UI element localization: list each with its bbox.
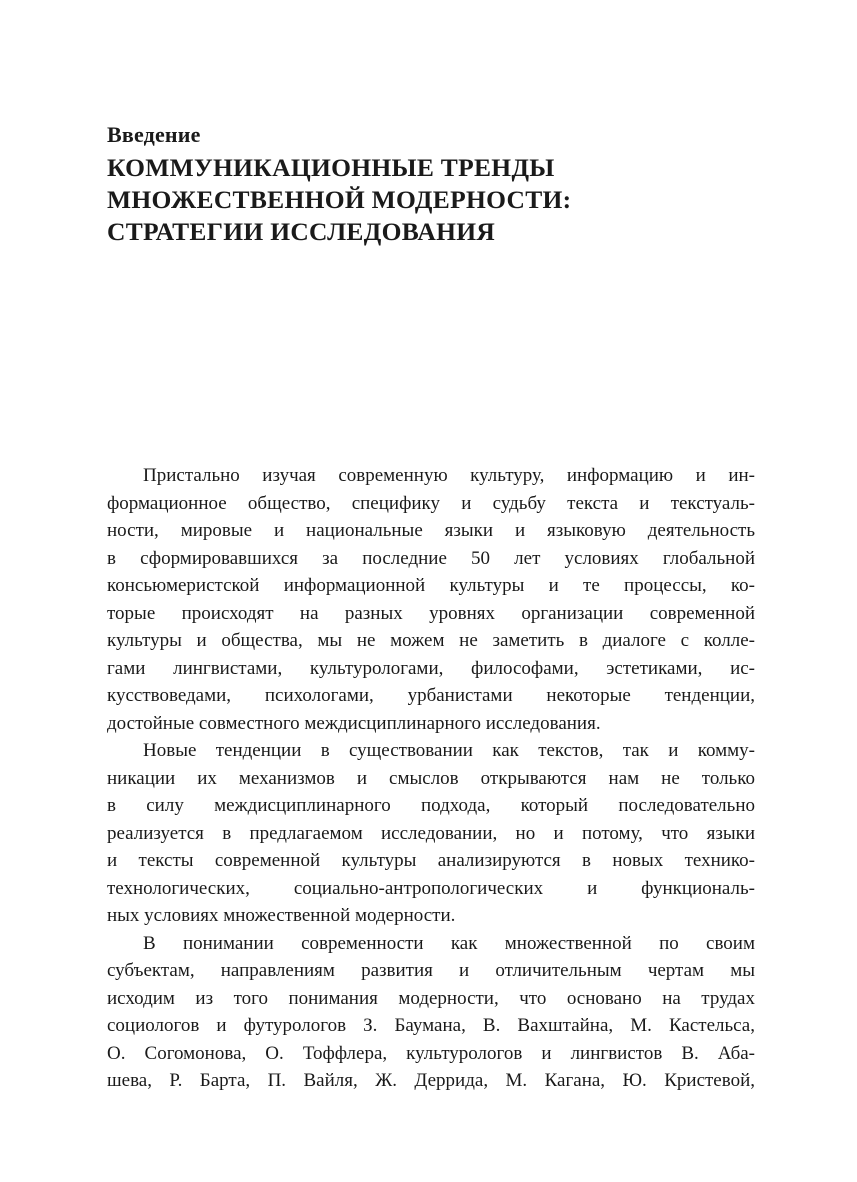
paragraph-1 — [107, 462, 755, 737]
text-line: социологов и футурологов З. Баумана, В. Вахштайна, М. Кастельса, — [107, 1015, 755, 1036]
text-line: реализуется в предлагаемом исследовании, но и потому, что языки — [107, 822, 755, 844]
text-line: достойные совместного междисциплинарного исследования. — [107, 712, 601, 734]
text-line: никации их механизмов и смыслов открываются нам не только — [107, 767, 755, 789]
text-line: О. Согомонова, О. Тоффлера, культурологов и лингвистов В. Аба- — [107, 1042, 755, 1064]
chapter-title — [107, 152, 747, 248]
paragraph-3 — [107, 930, 755, 1095]
text-line: шева, Р. Барта, П. Вайля, Ж. Деррида, М. Кагана, Ю. Кристевой, — [107, 1070, 755, 1091]
chapter-title-line: МНОЖЕСТВЕННОЙ МОДЕРНОСТИ: — [107, 185, 572, 214]
text-line: ных условиях множественной модерности. — [107, 905, 456, 926]
body-text — [107, 462, 755, 1095]
text-line: ности, мировые и национальные языки и языковую деятельность — [107, 520, 755, 541]
text-line: исходим из того понимания модерности, что основано на трудах — [107, 987, 755, 1009]
text-line: Пристально изучая современную культуру, информацию и ин- — [143, 465, 755, 486]
text-line: Новые тенденции в существовании как текстов, так и комму- — [143, 740, 755, 761]
text-line: и тексты современной культуры анализируются в новых технико- — [107, 850, 755, 871]
text-line: культуры и общества, мы не можем не заметить в диалоге с колле- — [107, 630, 755, 651]
chapter-label: Введение — [107, 122, 201, 147]
text-line: кусствоведами, психологами, урбанистами некоторые тенденции, — [107, 685, 755, 706]
text-line: консьюмеристской информационной культуры и те процессы, ко- — [107, 575, 755, 596]
page — [107, 0, 755, 1182]
text-line: субъектам, направлениям развития и отличительным чертам мы — [107, 960, 755, 981]
text-line: в сформировавшихся за последние 50 лет условиях глобальной — [107, 547, 755, 569]
text-line: технологических, социально-антропологических и функциональ- — [107, 877, 755, 899]
chapter-title-line: КОММУНИКАЦИОННЫЕ ТРЕНДЫ — [107, 153, 555, 182]
text-line: формационное общество, специфику и судьбу текста и текстуаль- — [107, 492, 755, 514]
text-line: торые происходят на разных уровнях организации современной — [107, 602, 755, 624]
text-line: В понимании современности как множественной по своим — [143, 932, 755, 954]
text-line: гами лингвистами, культурологами, философами, эстетиками, ис- — [107, 657, 755, 679]
paragraph-2 — [107, 737, 755, 930]
text-line: в силу междисциплинарного подхода, который последовательно — [107, 795, 755, 816]
chapter-title-line: СТРАТЕГИИ ИССЛЕДОВАНИЯ — [107, 217, 496, 246]
